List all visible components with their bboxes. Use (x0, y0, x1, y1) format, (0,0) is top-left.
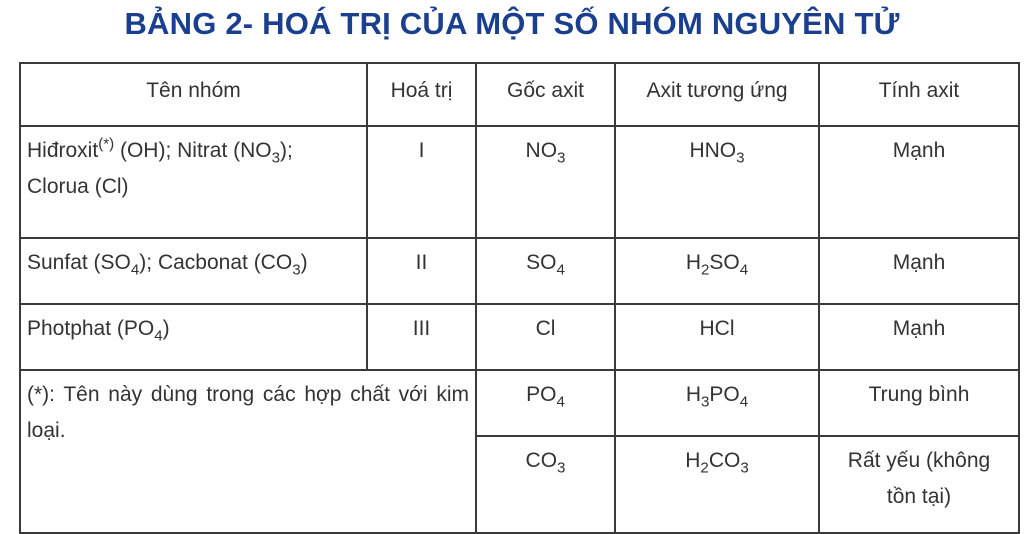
acidity-cell: Mạnh (819, 238, 1019, 304)
header-acidity: Tính axit (819, 63, 1019, 126)
footnote-text: (*): Tên này dùng trong các hợp chất với kim loại. (27, 383, 469, 442)
valence-cell: I (367, 126, 476, 238)
header-group-name: Tên nhóm (20, 63, 367, 126)
page-title: BẢNG 2- HOÁ TRỊ CỦA MỘT SỐ NHÓM NGUYÊN TỬ (124, 6, 900, 41)
acidity-cell: Rất yếu (không tồn tại) (819, 436, 1019, 533)
header-acid-radical: Gốc axit (476, 63, 615, 126)
group-name-cell: Photphat $(PO_4)$ (20, 304, 367, 370)
acid-radical-cell: $CO_3$ (476, 436, 615, 533)
acid-radical-cell: $NO_3$ (476, 126, 615, 238)
group-name-cell: Sunfat $(SO_4)$; Cacbonat $(CO_3)$ (20, 238, 367, 304)
header-acid: Axit tương ứng (615, 63, 819, 126)
acid-cell: $H_3PO_4$ (615, 370, 819, 436)
footnote-cell (20, 370, 476, 533)
group-name-cell: Hiđroxit(*) (OH); Nitrat $(NO_3)$; Clorua (Cl) (20, 126, 367, 238)
acidity-cell: Mạnh (819, 126, 1019, 238)
acid-cell: $H_2SO_4$ (615, 238, 819, 304)
valence-cell: II (367, 238, 476, 304)
table-row (20, 370, 1019, 436)
table-row (20, 238, 1019, 304)
acid-radical-cell: Cl (476, 304, 615, 370)
acid-radical-cell: $PO_4$ (476, 370, 615, 436)
valence-cell: III (367, 304, 476, 370)
header-row (20, 63, 1019, 126)
table-row (20, 304, 1019, 370)
acid-cell: HCl (615, 304, 819, 370)
acid-cell: $H_2CO_3$ (615, 436, 819, 533)
header-valence: Hoá trị (367, 63, 476, 126)
valence-table (19, 62, 1020, 534)
table-row (20, 126, 1019, 238)
acid-cell: $HNO_3$ (615, 126, 819, 238)
acidity-cell: Mạnh (819, 304, 1019, 370)
acidity-cell: Trung bình (819, 370, 1019, 436)
acid-radical-cell: $SO_4$ (476, 238, 615, 304)
